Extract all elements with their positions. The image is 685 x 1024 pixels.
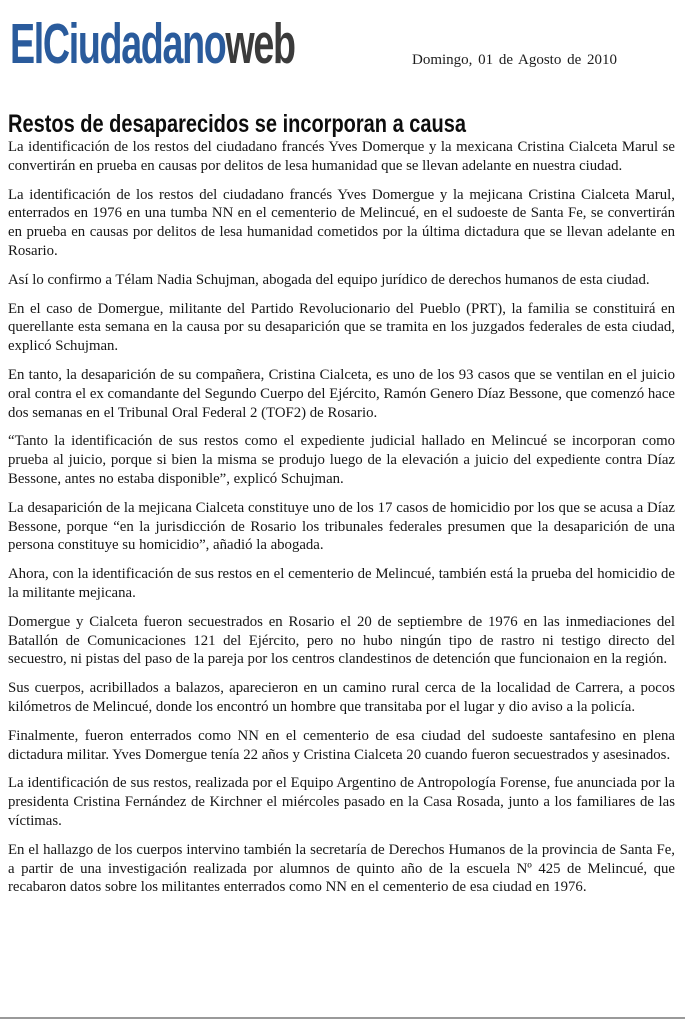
article-paragraph: La identificación de los restos del ciudadano francés Yves Domergue y la mejicana Cristina Cialceta Marul, enterrados en 1976 en una tumba NN en el cementerio de Melincué, en el sudoeste de Santa Fe, se convertirán en prueba en causas por delitos de lesa humanidad cometidos por la última dictadura que se llevan adelante en Rosario. (8, 186, 675, 259)
article-paragraph: En el caso de Domergue, militante del Partido Revolucionario del Pueblo (PRT), la familia se constituirá en querellante esta semana en la causa por su desaparición que se tramita en los juzgados federales de esta ciudad, explicó Schujman. (8, 300, 675, 355)
article-paragraph: La desaparición de la mejicana Cialceta constituye uno de los 17 casos de homicidio por los que se acusa a Díaz Bessone, porque “en la jurisdicción de Rosario los tribunales federales presumen que la desaparición de una persona constituye su homicidio”, añadió la abogada. (8, 499, 675, 554)
article-headline: Restos de desaparecidos se incorporan a causa (8, 109, 466, 138)
site-logo (10, 14, 295, 74)
site-logo-primary: ElCiudadano (10, 12, 226, 76)
article-paragraph: Así lo confirmo a Télam Nadia Schujman, abogada del equipo jurídico de derechos humanos de esta ciudad. (8, 271, 650, 288)
article-paragraph: La identificación de sus restos, realizada por el Equipo Argentino de Antropología Forense, fue anunciada por la presidenta Cristina Fernández de Kirchner el miércoles pasado en la Casa Rosada, junto a los familiares de las víctimas. (8, 775, 675, 829)
article-paragraph: Sus cuerpos, acribillados a balazos, aparecieron en un camino rural cerca de la localidad de Carrera, a pocos kilómetros de Melincué, donde los encontró un hombre que transitaba por el lugar y dio aviso a la policía. (8, 680, 675, 715)
article-paragraph: Domergue y Cialceta fueron secuestrados en Rosario el 20 de septiembre de 1976 en las inmediaciones del Batallón de Comunicaciones 121 del Ejército, pero no hubo ningún tipo de rastro ni testigo directo del secuestro, ni pistas del paso de la pareja por los centros clandestinos de detención que funcionaion en la región. (8, 613, 675, 668)
article-paragraph: Ahora, con la identificación de sus restos en el cementerio de Melincué, también está la prueba del homicidio de la militante mejicana. (8, 566, 675, 601)
footer-divider (0, 1017, 685, 1019)
article-paragraph: “Tanto la identificación de sus restos como el expediente judicial hallado en Melincué se incorporan como prueba al juicio, porque si bien la misma se produjo luego de la elevación a juicio del expediente contra Díaz Bessone, antes no estaba disponible”, explicó Schujman. (8, 433, 675, 487)
article-paragraph: La identificación de los restos del ciudadano francés Yves Domerque y la mexicana Cristina Cialceta Marul se convertirán en prueba en causas por delitos de lesa humanidad que se llevan adelante en nuestra ciudad. (8, 139, 675, 174)
article-paragraph: En tanto, la desaparición de su compañera, Cristina Cialceta, es uno de los 93 casos que se ventilan en el juicio oral contra el ex comandante del Segundo Cuerpo del Ejército, Ramón Genero Díaz Bessone, que comenzó hace dos semanas en el Tribunal Oral Federal 2 (TOF2) de Rosario. (8, 366, 675, 421)
publication-date: Domingo, 01 de Agosto de 2010 (412, 52, 617, 68)
site-logo-secondary: web (225, 12, 295, 76)
article-paragraph: Finalmente, fueron enterrados como NN en el cementerio de esa ciudad del sudoeste santafesino en plena dictadura militar. Yves Domergue tenía 22 años y Cristina Cialceta 20 cuando fueron secuestrados y asesinados. (8, 727, 675, 763)
article-body (8, 138, 675, 907)
article-paragraph: En el hallazgo de los cuerpos intervino también la secretaría de Derechos Humanos de la provincia de Santa Fe, a partir de una investigación realizada por alumnos de quinto año de la escuela Nº 425 de Melincué, que recabaron datos sobre los militantes enterrados como NN en el cementerio de esa ciudad en 1976. (8, 841, 675, 896)
